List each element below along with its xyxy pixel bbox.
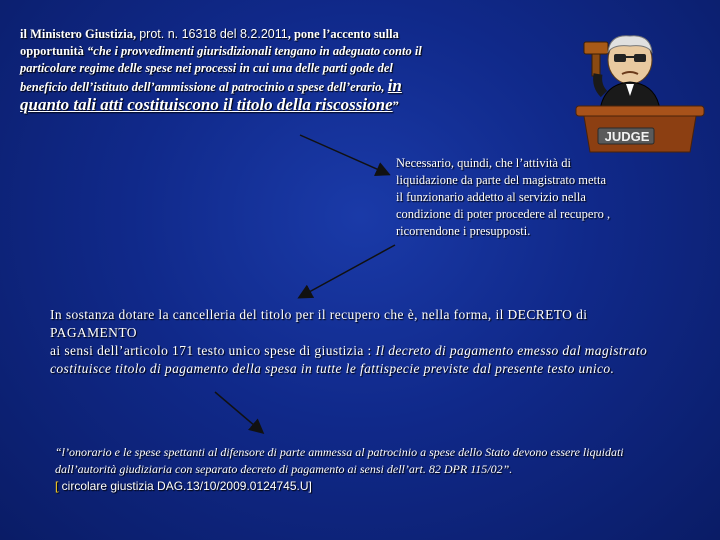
paragraph-onorario: [55, 444, 685, 495]
citation-bracket: [: [55, 479, 59, 493]
arrow-to-sostanza: [300, 245, 395, 297]
after-protocol-text: , pone l’accento sulla opportunità: [20, 27, 399, 58]
onorario-quote: “l’onorario e le spese spettanti al difensore di parte ammessa al patrocinio a spese dello Stato devono essere liquidati dall’autorità giudiziaria con separato decreto di pagamento ai sensi dell’art. 82 DPR 115/02”.: [55, 445, 624, 476]
close-quote: ”: [392, 99, 399, 113]
paragraph-sostanza: [50, 306, 670, 378]
sostanza-line2-lead: ai sensi dell’articolo 171 testo unico spese di giustizia :: [50, 343, 376, 358]
arrow-to-necessario: [300, 135, 388, 174]
lead-text: il Ministero Giustizia,: [20, 27, 140, 41]
quoted-text: “che i provvedimenti giurisdizionali tengano in adeguato conto il particolare regime delle spese nei processi in cui una delle parti gode del beneficio dell’istituto dell’ammissione al patrocinio a spese dell’erario,: [20, 44, 422, 94]
protocol-number: prot. n. 16318 del 8.2.2011: [139, 27, 288, 41]
judge-plaque-label: JUDGE: [604, 129, 650, 144]
sostanza-line1: In sostanza dotare la cancelleria del titolo per il recupero che è, nella forma, il DECRETO di PAGAMENTO: [50, 307, 588, 340]
sostanza-line2-italic: Il decreto di pagamento emesso dal magistrato costituisce titolo di pagamento della spesa in tutte le fattispecie previste dal presente testo unico.: [50, 343, 648, 376]
paragraph-necessario: Necessario, quindi, che l’attività di liquidazione da parte del magistrato metta il funzionario addetto al servizio nella condizione di poter procedere al recupero , ricorrendone i presupposti.: [396, 156, 611, 238]
citation-text: circolare giustizia DAG.13/10/2009.0124745.U]: [58, 479, 312, 493]
emphasis-text: in quanto tali atti costituiscono il titolo della riscossione: [20, 76, 402, 114]
arrow-to-onorario: [215, 392, 262, 432]
